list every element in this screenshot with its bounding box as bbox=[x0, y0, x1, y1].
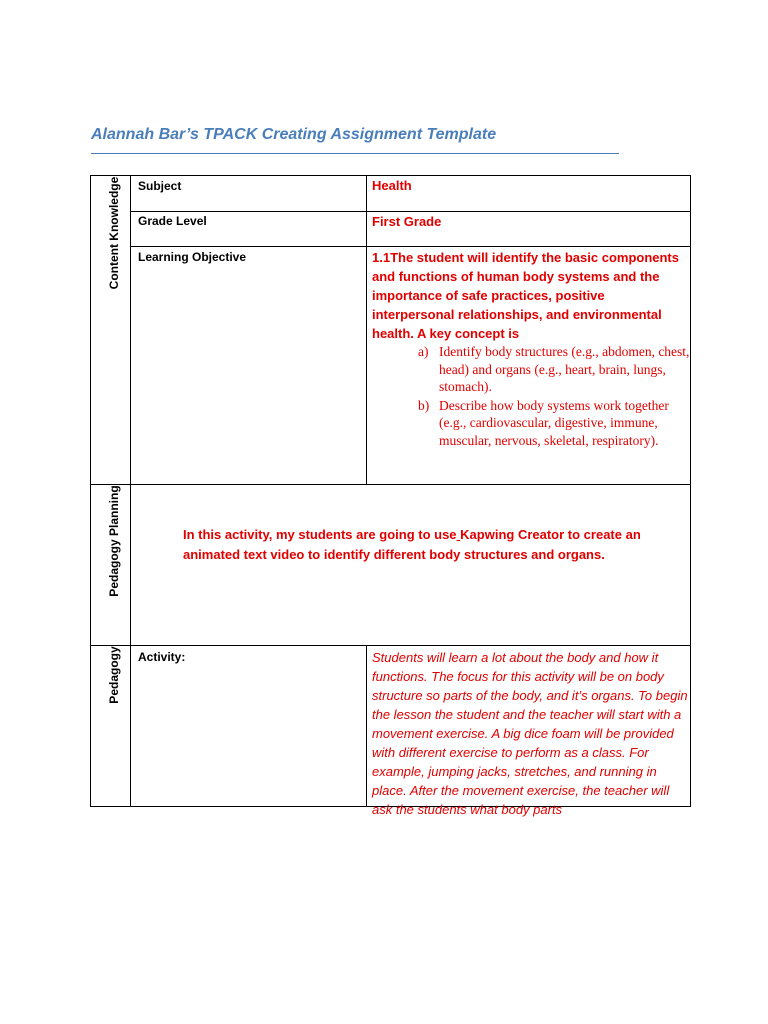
subject-value: Health bbox=[372, 178, 412, 193]
list-item-text: Describe how body systems work together (e.g., cardiovascular, digestive, immune, muscular, nervous, skeletal, respiratory). bbox=[439, 397, 669, 448]
activity-text-clip bbox=[372, 648, 688, 817]
section-column-divider bbox=[130, 175, 131, 807]
pedagogy-planning-text-end: Kapwing Creator to create an animated text video to identify different body structures and organs. bbox=[183, 527, 641, 562]
section-divider-pedagogy-planning bbox=[90, 645, 691, 646]
activity-label: Activity: bbox=[138, 650, 186, 664]
list-item bbox=[372, 397, 690, 450]
title-underline bbox=[91, 153, 619, 154]
section-label-pedagogy-planning: Pedagogy Planning bbox=[107, 485, 121, 597]
row-divider-grade bbox=[130, 246, 691, 247]
learning-objective-list bbox=[372, 343, 690, 450]
grade-level-value: First Grade bbox=[372, 214, 442, 229]
list-marker: b) bbox=[418, 397, 430, 413]
grade-level-label: Grade Level bbox=[138, 214, 207, 228]
value-column-divider-top bbox=[366, 175, 367, 485]
learning-objective-intro: 1.1The student will identify the basic components and functions of human body systems and the importance of safe practices, positive interpersonal relationships, and environmental health. A key concept is bbox=[372, 250, 679, 341]
table-border-right bbox=[690, 175, 691, 807]
document-title: Alannah Bar’s TPACK Creating Assignment Template bbox=[91, 126, 497, 143]
activity-text: Students will learn a lot about the body and how it functions. The focus for this activity will be on body structure so parts of the body, and it’s organs. To begin the lesson the student and the teacher will start with a movement exercise. A big dice foam will be provided with different exercise to perform as a class. For example, jumping jacks, stretches, and running in place. After the movement exercise, the teacher will ask the students what body parts bbox=[372, 650, 688, 817]
row-divider-subject bbox=[130, 211, 691, 212]
learning-objective-label: Learning Objective bbox=[138, 250, 247, 264]
value-column-divider-bottom bbox=[366, 645, 367, 807]
pedagogy-planning-text-start: In this activity, my students are going to use bbox=[183, 527, 457, 542]
section-label-pedagogy: Pedagogy bbox=[107, 646, 121, 704]
pedagogy-planning-text bbox=[183, 525, 673, 564]
subject-label: Subject bbox=[138, 179, 182, 193]
section-divider-content-knowledge bbox=[90, 484, 691, 485]
table-border-top bbox=[90, 175, 691, 176]
list-item bbox=[372, 343, 690, 396]
section-label-content-knowledge: Content Knowledge bbox=[107, 176, 121, 290]
list-item-text: Identify body structures (e.g., abdomen, chest, head) and organs (e.g., heart, brain, lungs, stomach). bbox=[439, 344, 690, 394]
table-border-left bbox=[90, 175, 91, 807]
list-marker: a) bbox=[418, 344, 429, 359]
